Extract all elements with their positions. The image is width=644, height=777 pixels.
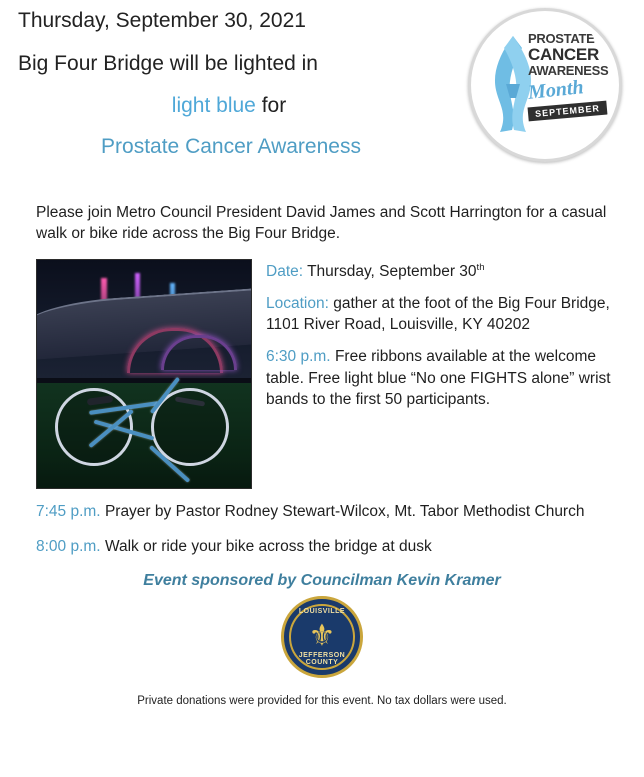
photo-bicycle [53, 370, 231, 466]
seal-wrapper [14, 596, 630, 683]
detail-time-630-label: 6:30 p.m. [266, 347, 331, 365]
badge-september: SEPTEMBER [528, 101, 608, 122]
detail-date-label: Date: [266, 262, 304, 280]
badge-prostate: PROSTATE [528, 31, 595, 46]
intro-paragraph: Please join Metro Council President David James and Scott Harrington for a casual walk or bike ride across the Big Four Bridge. [36, 204, 607, 243]
headline-color-line [14, 95, 444, 116]
body-row [36, 259, 630, 489]
footnote: Private donations were provided for this event. No tax dollars were used. [137, 695, 507, 708]
detail-time-630-value: Free ribbons available at the welcome table. Free light blue “No one FIGHTS alone” wrist bands to the first 50 participants. [266, 347, 611, 409]
headline-lightblue: light blue [171, 93, 256, 117]
detail-location [266, 293, 630, 336]
seal-bottom-text: JEFFERSON COUNTY [298, 652, 346, 667]
detail-date-sup: th [476, 261, 485, 273]
detail-location-label: Location: [266, 294, 329, 312]
badge-awareness: AWARENESS [528, 63, 609, 78]
badge-cancer: CANCER [528, 45, 599, 64]
badge-inner [476, 16, 614, 154]
badge-text [528, 32, 614, 119]
detail-time-800-value: Walk or ride your bike across the bridge at dusk [104, 538, 432, 556]
detail-time-630 [266, 346, 630, 411]
headline-bridge: Big Four Bridge will be lighted in [18, 52, 318, 76]
bridge-bike-photo [36, 259, 252, 489]
headline-for: for [255, 93, 287, 117]
flyer-header [14, 6, 630, 186]
headline-block [14, 6, 444, 158]
detail-time-745-value: Prayer by Pastor Rodney Stewart-Wilcox, Mt. Tabor Methodist Church [104, 502, 585, 520]
louisville-metro-seal-icon [281, 596, 363, 678]
headline-awareness: Prostate Cancer Awareness [101, 135, 361, 159]
detail-time-745 [36, 501, 626, 523]
fleur-de-lis-icon: ⚜ [308, 619, 336, 653]
prostate-awareness-badge [468, 8, 622, 162]
detail-time-800 [36, 536, 626, 558]
detail-time-745-label: 7:45 p.m. [36, 502, 101, 520]
badge-month: Month [527, 76, 585, 104]
seal-top-text: LOUISVILLE [298, 608, 346, 616]
detail-time-800-label: 8:00 p.m. [36, 538, 101, 556]
headline-date: Thursday, September 30, 2021 [18, 9, 306, 32]
detail-date [266, 261, 630, 283]
detail-location-value: gather at the foot of the Big Four Bridge, 1101 River Road, Louisville, KY 40202 [266, 294, 610, 334]
schedule-continued [36, 501, 630, 558]
event-details [266, 259, 630, 421]
detail-date-value: Thursday, September 30 [307, 262, 477, 280]
sponsor-line: Event sponsored by Councilman Kevin Kramer [143, 572, 501, 590]
